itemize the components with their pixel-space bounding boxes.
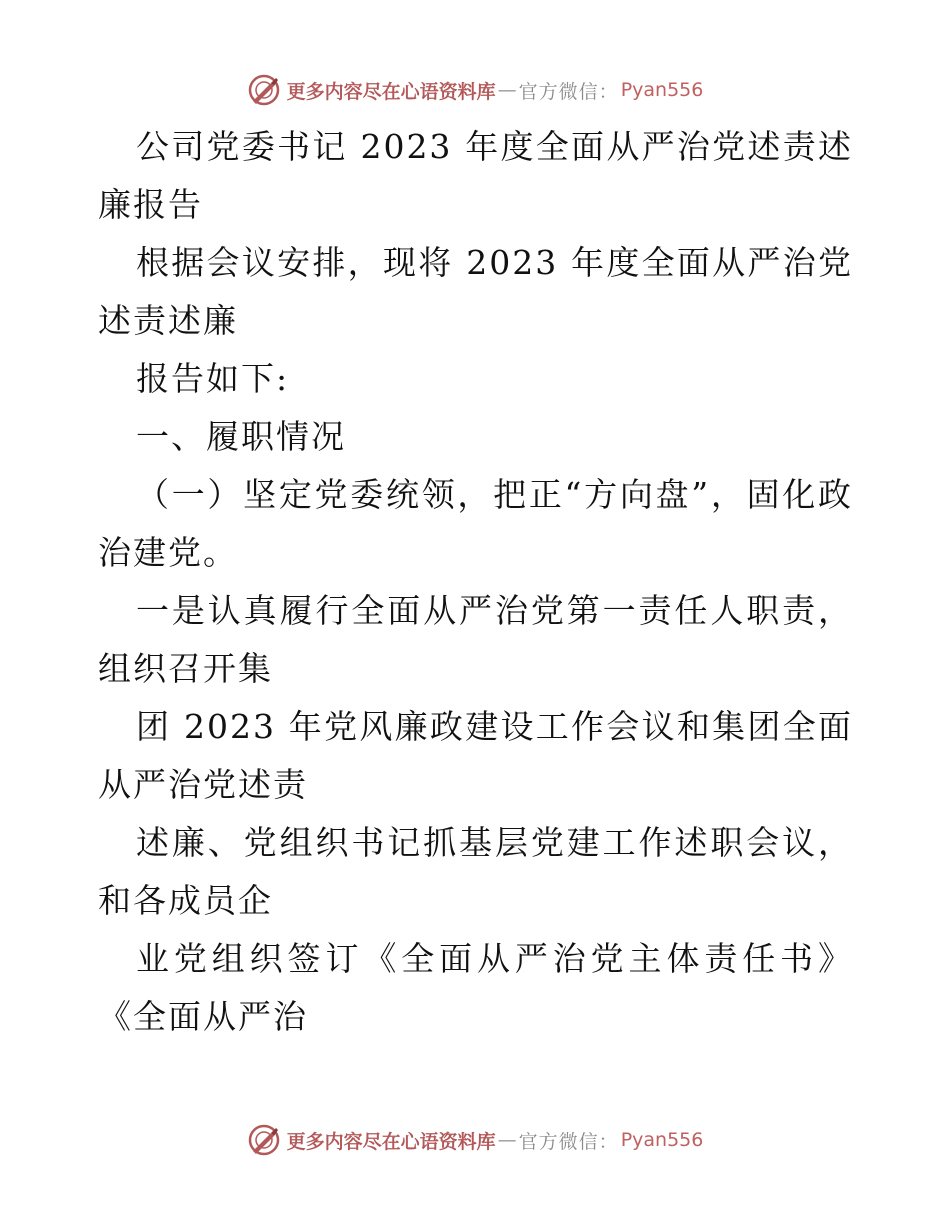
header-watermark xyxy=(0,70,950,110)
watermark-separator: — xyxy=(497,1129,517,1151)
watermark-wechat-id: Pyan556 xyxy=(620,79,704,101)
footer-watermark xyxy=(0,1120,950,1160)
watermark-separator: — xyxy=(497,79,517,101)
watermark-wechat-id: Pyan556 xyxy=(620,1129,704,1151)
watermark-brand: 更多内容尽在心语资料库 xyxy=(286,80,496,103)
paragraph: 一是认真履行全面从严治党第一责任人职责，组织召开集 xyxy=(98,591,853,688)
paragraph: 团 2023 年党风廉政建设工作会议和集团全面从严治党述责 xyxy=(98,707,853,804)
subsection-heading: （一）坚定党委统领，把正“方向盘”，固化政治建党。 xyxy=(98,475,853,572)
pen-logo-icon xyxy=(247,73,281,107)
paragraph: 述廉、党组织书记抓基层党建工作述职会议，和各成员企 xyxy=(98,823,853,920)
paragraph: 报告如下: xyxy=(136,359,290,398)
section-heading: 一、履职情况 xyxy=(136,417,346,456)
document-body xyxy=(98,118,853,1046)
watermark-wechat-label: 官方微信： xyxy=(518,1130,619,1153)
paragraph: 根据会议安排，现将 2023 年度全面从严治党述责述廉 xyxy=(98,243,853,340)
watermark-wechat-label: 官方微信： xyxy=(518,80,619,103)
paragraph: 业党组织签订《全面从严治党主体责任书》《全面从严治 xyxy=(98,939,853,1036)
pen-logo-icon xyxy=(247,1123,281,1157)
watermark-brand: 更多内容尽在心语资料库 xyxy=(286,1130,496,1153)
document-title: 公司党委书记 2023 年度全面从严治党述责述廉报告 xyxy=(98,127,853,224)
